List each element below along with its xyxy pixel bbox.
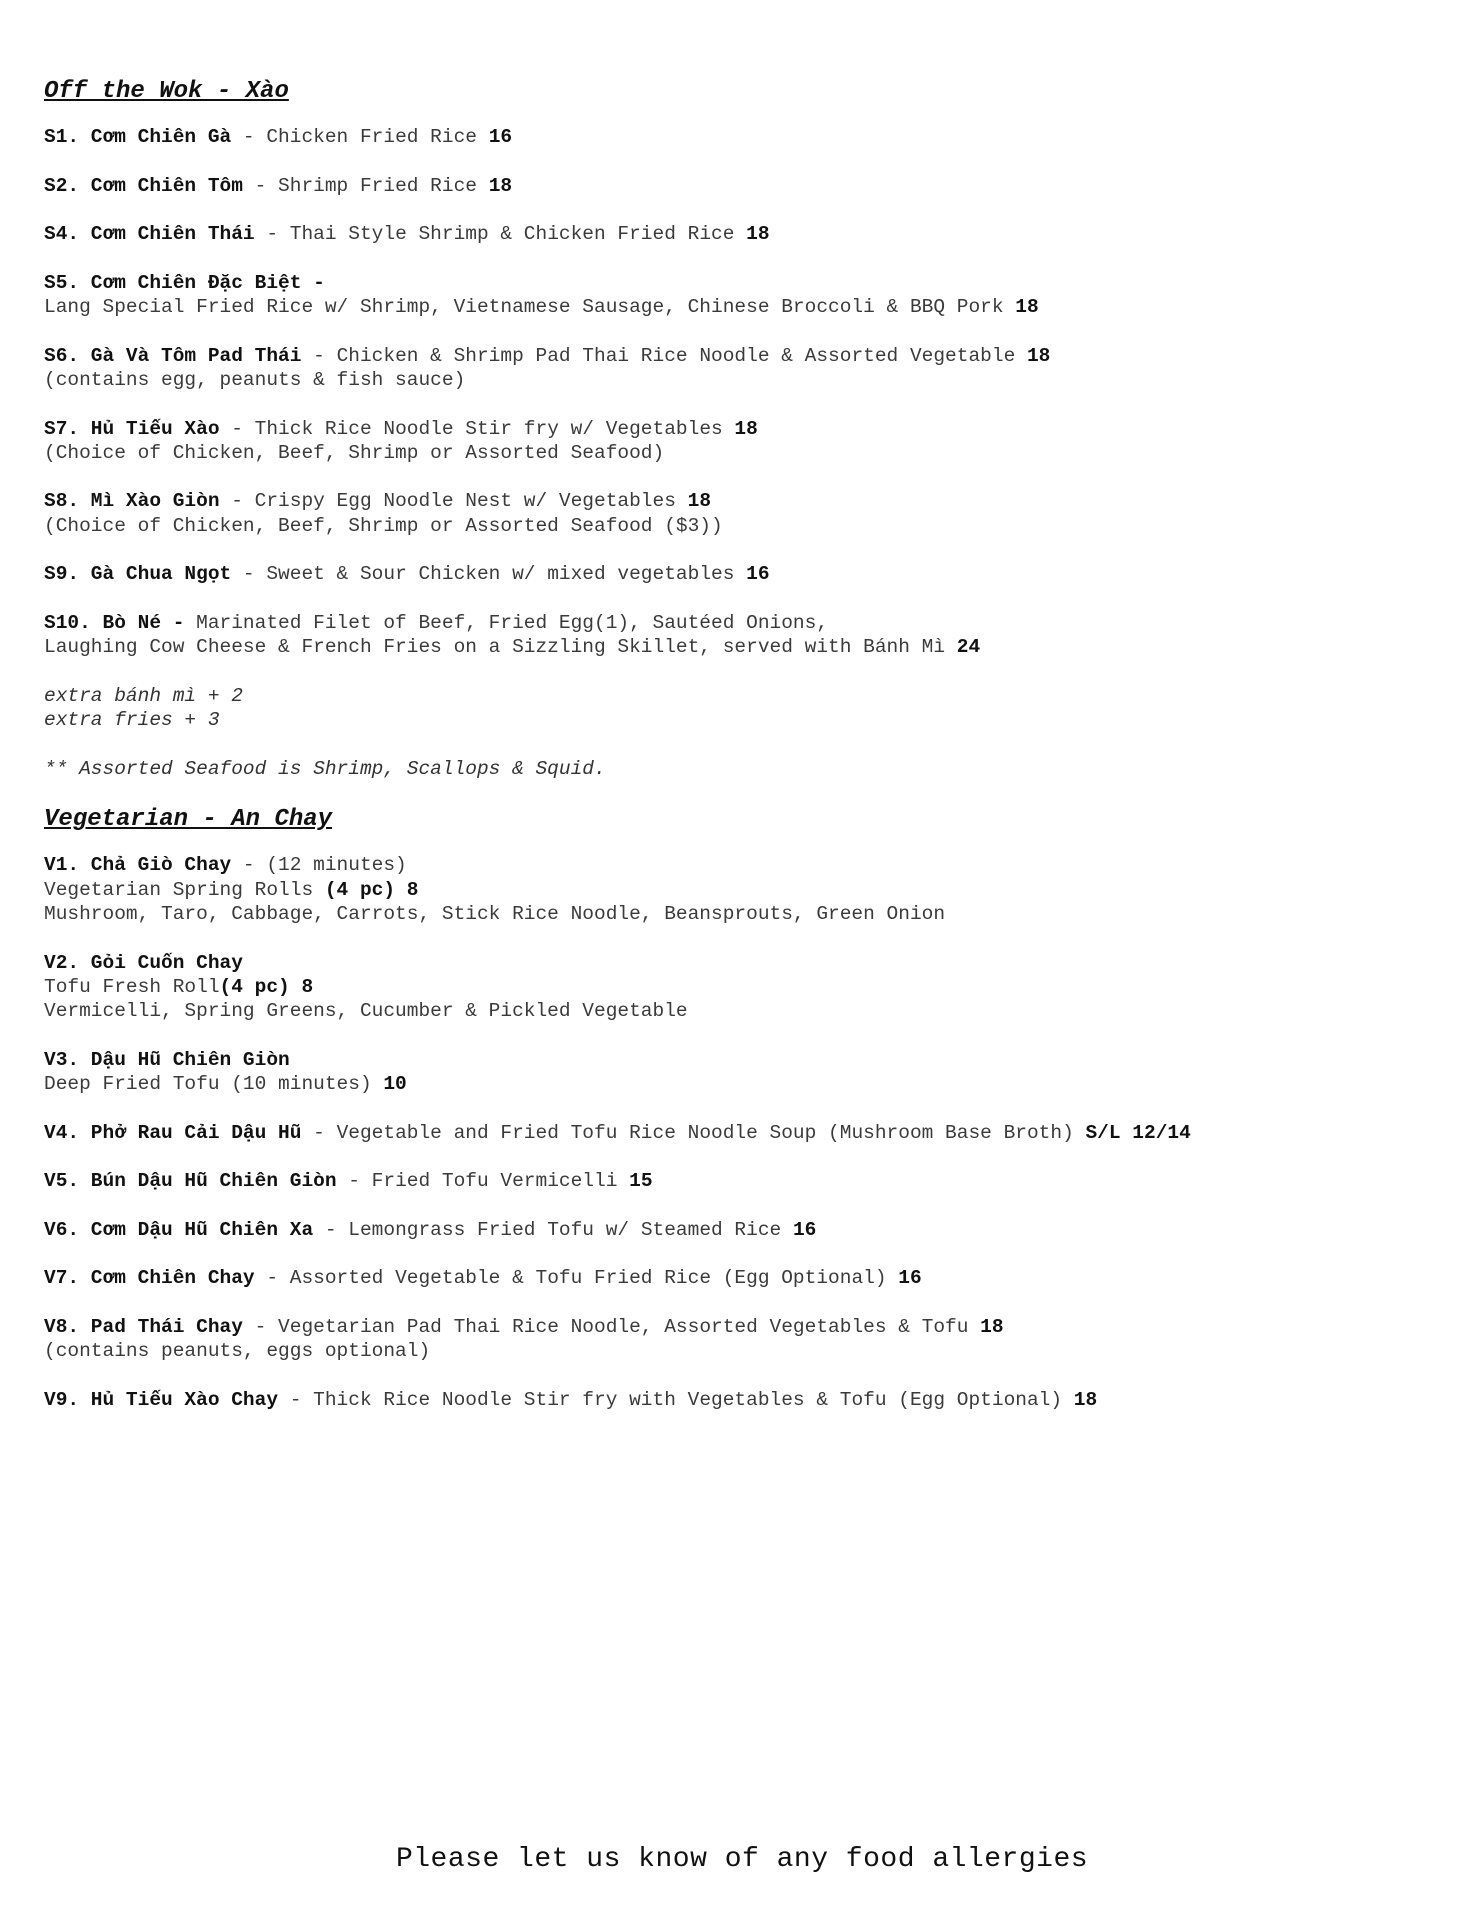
menu-item-s6 — [44, 344, 1464, 393]
item-price: 18 — [488, 174, 513, 197]
item-description: Vegetarian Pad Thai Rice Noodle, Assorted Vegetables & Tofu — [278, 1315, 981, 1338]
item-dash: - — [254, 223, 290, 246]
item-dash: - — [242, 174, 279, 197]
menu-item-s5 — [44, 271, 1464, 320]
item-ingredients: Mushroom, Taro, Cabbage, Carrots, Stick Rice Noodle, Beansprouts, Green Onion — [44, 902, 946, 925]
item-subtitle: Tofu Fresh Roll — [44, 975, 220, 998]
menu-item-v1 — [44, 853, 1464, 926]
item-price: (4 pc) 8 — [219, 975, 314, 998]
menu-item-s9 — [44, 562, 1464, 586]
menu-item-s2 — [44, 174, 1464, 198]
item-description: Fried Tofu Vermicelli — [371, 1170, 630, 1193]
item-name: S2. Cơm Chiên Tôm — [44, 174, 243, 197]
menu-item-v6 — [44, 1218, 1464, 1242]
item-description: Vegetable and Fried Tofu Rice Noodle Soup (Mushroom Base Broth) — [336, 1121, 1086, 1144]
item-dash: - — [278, 1388, 314, 1411]
menu-item-s1 — [44, 125, 1464, 149]
item-ingredients: Vermicelli, Spring Greens, Cucumber & Pickled Vegetable — [44, 1000, 688, 1023]
item-dash: - — [254, 1267, 290, 1290]
item-description: Lang Special Fried Rice w/ Shrimp, Vietnamese Sausage, Chinese Broccoli & BBQ Pork — [44, 296, 1016, 319]
item-name: V5. Bún Dậu Hũ Chiên Giòn — [44, 1170, 337, 1193]
item-price: 18 — [1073, 1388, 1098, 1411]
menu-item-s10 — [44, 611, 1464, 660]
item-description: Crispy Egg Noodle Nest w/ Vegetables — [254, 490, 688, 513]
item-dash: - — [301, 344, 337, 367]
menu-item-v8 — [44, 1315, 1464, 1364]
item-price: 16 — [488, 126, 513, 148]
item-note: (Choice of Chicken, Beef, Shrimp or Assorted Seafood ($3)) — [44, 514, 723, 537]
item-description: Shrimp Fried Rice — [278, 174, 489, 197]
menu-item-v3 — [44, 1048, 1464, 1097]
item-dash: - — [231, 126, 267, 148]
item-price: 16 — [898, 1267, 922, 1290]
item-dash: - — [219, 417, 255, 440]
item-price: 18 — [1015, 296, 1039, 319]
item-price: (4 pc) 8 — [324, 878, 419, 901]
menu-item-s4 — [44, 222, 1464, 246]
item-price: 18 — [746, 223, 770, 246]
item-description: Assorted Vegetable & Tofu Fried Rice (Egg Optional) — [289, 1267, 899, 1290]
item-description: Thick Rice Noodle Stir fry w/ Vegetables — [254, 417, 735, 440]
item-subtitle: Deep Fried Tofu (10 minutes) — [44, 1072, 384, 1095]
item-name: S10. Bò Né - — [44, 611, 197, 634]
menu-item-s8 — [44, 489, 1464, 538]
item-name: S1. Cơm Chiên Gà — [44, 126, 232, 148]
item-name: V9. Hủ Tiếu Xào Chay — [44, 1388, 279, 1411]
menu-item-v5 — [44, 1169, 1464, 1193]
item-price: 24 — [956, 636, 981, 659]
item-name: V3. Dậu Hũ Chiên Giòn — [44, 1048, 290, 1071]
item-dash: - — [301, 1121, 337, 1144]
item-name: S8. Mì Xào Giòn — [44, 490, 220, 513]
item-name: S4. Cơm Chiên Thái — [44, 223, 255, 246]
item-name: S9. Gà Chua Ngọt — [44, 563, 232, 586]
item-description: Chicken & Shrimp Pad Thai Rice Noodle & Assorted Vegetable — [336, 344, 1027, 367]
item-dash: - — [313, 1218, 349, 1241]
item-name: V1. Chả Giò Chay — [44, 854, 232, 877]
item-price: 15 — [629, 1170, 653, 1193]
item-price: 18 — [1026, 344, 1051, 367]
extra-banh-mi: extra bánh mì + 2 — [44, 684, 243, 707]
item-name: V4. Phở Rau Cải Dậu Hũ — [44, 1121, 302, 1144]
item-price: 18 — [980, 1315, 1004, 1338]
item-price: 10 — [383, 1072, 407, 1095]
item-dash: - — [336, 1170, 372, 1193]
item-name: V7. Cơm Chiên Chay — [44, 1267, 255, 1290]
item-price: 16 — [746, 563, 770, 586]
item-description: Chicken Fried Rice — [266, 126, 489, 148]
item-dash: - — [231, 563, 267, 586]
section-title-wok: Off the Wok - Xào — [44, 78, 289, 105]
item-price: 18 — [734, 417, 758, 440]
item-description: Thai Style Shrimp & Chicken Fried Rice — [289, 223, 747, 246]
item-note: (Choice of Chicken, Beef, Shrimp or Assorted Seafood) — [44, 441, 665, 464]
item-name: S5. Cơm Chiên Đặc Biệt - — [44, 271, 325, 294]
seafood-note: ** Assorted Seafood is Shrimp, Scallops & Squid. — [44, 757, 606, 780]
item-description: Sweet & Sour Chicken w/ mixed vegetables — [266, 563, 747, 586]
item-name: V2. Gỏi Cuốn Chay — [44, 951, 243, 974]
item-dash: - — [219, 490, 255, 513]
menu-item-v4 — [44, 1121, 1464, 1145]
extras — [44, 684, 1464, 733]
item-note: (contains peanuts, eggs optional) — [44, 1340, 431, 1363]
menu-item-v2 — [44, 951, 1464, 1024]
allergy-footer: Please let us know of any food allergies — [395, 1844, 1089, 1875]
item-description: - (12 minutes) — [231, 854, 407, 877]
item-price: 16 — [792, 1218, 817, 1241]
section-title-vegetarian: Vegetarian - An Chay — [44, 806, 333, 834]
item-description: Marinated Filet of Beef, Fried Egg(1), Sautéed Onions, — [196, 611, 829, 634]
menu-page — [44, 77, 1464, 1436]
menu-item-s7 — [44, 417, 1464, 466]
item-description: Thick Rice Noodle Stir fry with Vegetables & Tofu (Egg Optional) — [313, 1388, 1074, 1411]
item-note: (contains egg, peanuts & fish sauce) — [44, 368, 466, 391]
menu-item-v7 — [44, 1266, 1464, 1290]
item-price: 18 — [687, 490, 712, 513]
item-name: S7. Hủ Tiếu Xào — [44, 417, 220, 440]
item-name: V8. Pad Thái Chay — [44, 1315, 243, 1338]
item-subtitle: Vegetarian Spring Rolls — [44, 878, 325, 901]
item-name: V6. Cơm Dậu Hũ Chiên Xa — [44, 1218, 314, 1241]
item-dash: - — [242, 1315, 279, 1338]
item-price: S/L 12/14 — [1085, 1121, 1191, 1144]
item-name: S6. Gà Và Tôm Pad Thái — [44, 344, 302, 367]
menu-item-v9 — [44, 1388, 1464, 1412]
extra-fries: extra fries + 3 — [44, 709, 220, 732]
item-description-2: Laughing Cow Cheese & French Fries on a Sizzling Skillet, served with Bánh Mì — [44, 636, 957, 659]
item-description: Lemongrass Fried Tofu w/ Steamed Rice — [348, 1218, 793, 1241]
